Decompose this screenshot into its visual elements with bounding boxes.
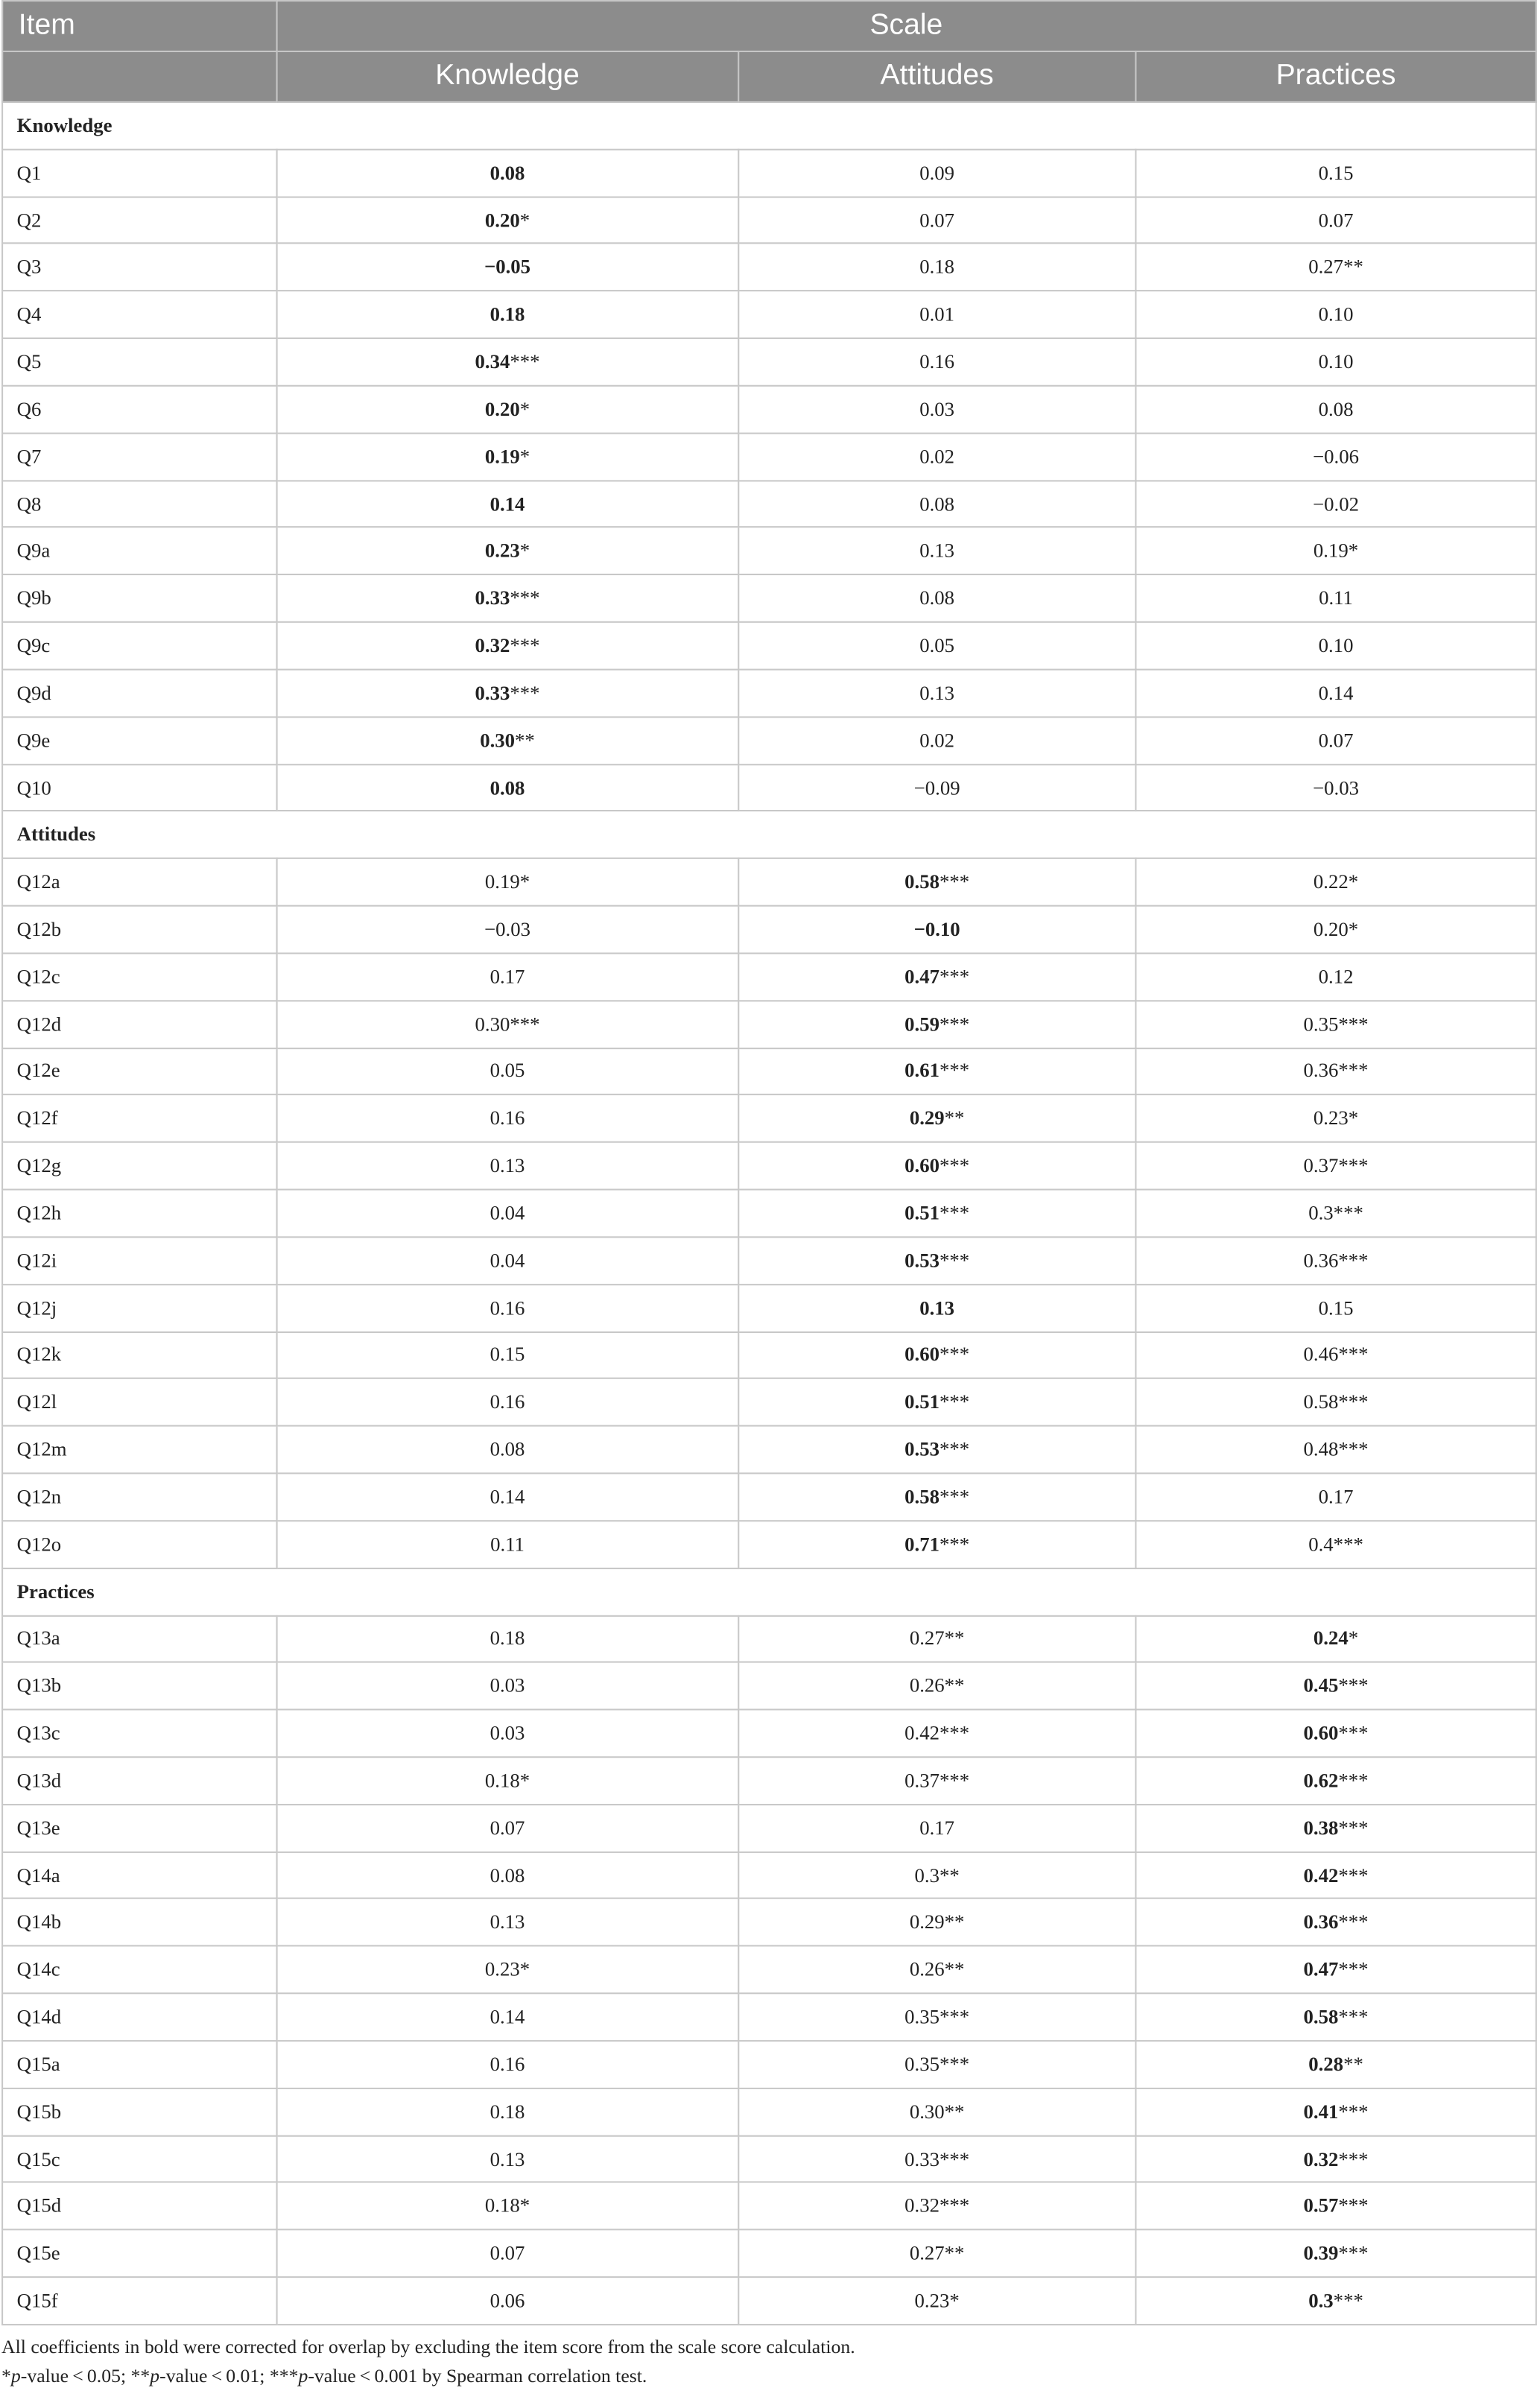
- attitudes-cell: 0.53***: [738, 1426, 1135, 1473]
- practices-cell: 0.42***: [1135, 1852, 1536, 1898]
- knowledge-cell: −0.05: [276, 244, 738, 291]
- attitudes-cell: 0.09: [738, 149, 1135, 196]
- knowledge-cell: 0.11: [276, 1521, 738, 1568]
- knowledge-cell: 0.19*: [276, 858, 738, 905]
- knowledge-cell: 0.33***: [276, 575, 738, 622]
- practices-cell: 0.19*: [1135, 528, 1536, 574]
- attitudes-cell: 0.01: [738, 291, 1135, 338]
- table-row: [2, 764, 1536, 811]
- attitudes-cell: 0.51***: [738, 1190, 1135, 1237]
- attitudes-cell: 0.08: [738, 481, 1135, 528]
- attitudes-cell: 0.03: [738, 386, 1135, 433]
- item-label: Q12h: [2, 1190, 276, 1237]
- table-row: [2, 1331, 1536, 1378]
- attitudes-cell: 0.29**: [738, 1095, 1135, 1142]
- table-row: [2, 2230, 1536, 2277]
- table-row: [2, 291, 1536, 338]
- header-item: Item: [2, 1, 276, 51]
- item-label: Q12n: [2, 1473, 276, 1520]
- attitudes-cell: 0.27**: [738, 2230, 1135, 2277]
- table-row: [2, 1757, 1536, 1804]
- attitudes-cell: 0.35***: [738, 1994, 1135, 2041]
- knowledge-cell: 0.08: [276, 1852, 738, 1898]
- knowledge-cell: 0.33***: [276, 669, 738, 716]
- practices-cell: 0.36***: [1135, 1237, 1536, 1284]
- knowledge-cell: 0.17: [276, 953, 738, 1000]
- practices-cell: 0.07: [1135, 717, 1536, 764]
- table-row: [2, 1001, 1536, 1048]
- table-row: [2, 1048, 1536, 1095]
- knowledge-cell: 0.16: [276, 2041, 738, 2088]
- item-label: Q12m: [2, 1426, 276, 1473]
- knowledge-cell: 0.23*: [276, 528, 738, 574]
- practices-cell: −0.06: [1135, 433, 1536, 480]
- attitudes-cell: 0.17: [738, 1805, 1135, 1852]
- attitudes-cell: 0.53***: [738, 1237, 1135, 1284]
- attitudes-cell: 0.59***: [738, 1001, 1135, 1048]
- knowledge-cell: 0.20*: [276, 386, 738, 433]
- attitudes-cell: 0.35***: [738, 2041, 1135, 2088]
- practices-cell: −0.02: [1135, 481, 1536, 528]
- table-row: [2, 1852, 1536, 1898]
- practices-cell: 0.32***: [1135, 2135, 1536, 2182]
- section-row: [2, 102, 1536, 149]
- table-row: [2, 953, 1536, 1000]
- attitudes-cell: 0.30**: [738, 2088, 1135, 2135]
- knowledge-cell: 0.08: [276, 1426, 738, 1473]
- table-row: [2, 906, 1536, 953]
- item-label: Q13c: [2, 1710, 276, 1757]
- practices-cell: 0.3***: [1135, 1190, 1536, 1237]
- table-row: [2, 1095, 1536, 1142]
- item-label: Q14d: [2, 1994, 276, 2041]
- section-row: [2, 1568, 1536, 1615]
- header-row-2: [2, 51, 1536, 102]
- footnote-significance: *p-value < 0.05; **p-value < 0.01; ***p-value < 0.001 by Spearman correlation test.: [1, 2365, 647, 2387]
- attitudes-cell: 0.32***: [738, 2182, 1135, 2229]
- attitudes-cell: 0.23*: [738, 2277, 1135, 2324]
- table-row: [2, 1190, 1536, 1237]
- attitudes-cell: 0.37***: [738, 1757, 1135, 1804]
- item-label: Q9b: [2, 575, 276, 622]
- table-row: [2, 149, 1536, 196]
- table-row: [2, 197, 1536, 244]
- item-label: Q12f: [2, 1095, 276, 1142]
- knowledge-cell: 0.23*: [276, 1946, 738, 1993]
- table-row: [2, 2277, 1536, 2324]
- attitudes-cell: 0.47***: [738, 953, 1135, 1000]
- knowledge-cell: 0.32***: [276, 622, 738, 669]
- attitudes-cell: 0.42***: [738, 1710, 1135, 1757]
- knowledge-cell: 0.07: [276, 1805, 738, 1852]
- attitudes-cell: 0.29**: [738, 1899, 1135, 1946]
- item-label: Q13b: [2, 1662, 276, 1709]
- item-label: Q15f: [2, 2277, 276, 2324]
- item-label: Q14b: [2, 1899, 276, 1946]
- practices-cell: −0.03: [1135, 764, 1536, 811]
- item-label: Q10: [2, 764, 276, 811]
- table-row: [2, 481, 1536, 528]
- item-label: Q12d: [2, 1001, 276, 1048]
- knowledge-cell: 0.04: [276, 1237, 738, 1284]
- table-row: [2, 717, 1536, 764]
- table-row: [2, 528, 1536, 574]
- knowledge-cell: 0.03: [276, 1710, 738, 1757]
- attitudes-cell: 0.60***: [738, 1331, 1135, 1378]
- item-label: Q4: [2, 291, 276, 338]
- knowledge-cell: 0.13: [276, 2135, 738, 2182]
- attitudes-cell: 0.26**: [738, 1662, 1135, 1709]
- practices-cell: 0.38***: [1135, 1805, 1536, 1852]
- attitudes-cell: 0.61***: [738, 1048, 1135, 1095]
- table-row: [2, 1946, 1536, 1993]
- practices-cell: 0.20*: [1135, 906, 1536, 953]
- table-row: [2, 1615, 1536, 1662]
- practices-cell: 0.48***: [1135, 1426, 1536, 1473]
- practices-cell: 0.10: [1135, 622, 1536, 669]
- knowledge-cell: 0.18: [276, 1615, 738, 1662]
- knowledge-cell: 0.13: [276, 1142, 738, 1189]
- knowledge-cell: 0.14: [276, 481, 738, 528]
- item-label: Q13d: [2, 1757, 276, 1804]
- attitudes-cell: −0.09: [738, 764, 1135, 811]
- knowledge-cell: 0.04: [276, 1190, 738, 1237]
- section-title: Knowledge: [2, 102, 1536, 149]
- item-label: Q6: [2, 386, 276, 433]
- practices-cell: 0.27**: [1135, 244, 1536, 291]
- table-row: [2, 622, 1536, 669]
- knowledge-cell: 0.18*: [276, 1757, 738, 1804]
- attitudes-cell: 0.02: [738, 433, 1135, 480]
- item-label: Q12j: [2, 1285, 276, 1331]
- table-row: [2, 1710, 1536, 1757]
- practices-cell: 0.12: [1135, 953, 1536, 1000]
- table-row: [2, 1426, 1536, 1473]
- table-row: [2, 433, 1536, 480]
- item-label: Q13e: [2, 1805, 276, 1852]
- item-label: Q2: [2, 197, 276, 244]
- practices-cell: 0.36***: [1135, 1048, 1536, 1095]
- section-title: Attitudes: [2, 811, 1536, 858]
- practices-cell: 0.10: [1135, 291, 1536, 338]
- practices-cell: 0.15: [1135, 1285, 1536, 1331]
- practices-cell: 0.39***: [1135, 2230, 1536, 2277]
- item-label: Q12l: [2, 1378, 276, 1425]
- item-label: Q9a: [2, 528, 276, 574]
- practices-cell: 0.58***: [1135, 1378, 1536, 1425]
- practices-cell: 0.41***: [1135, 2088, 1536, 2135]
- attitudes-cell: 0.07: [738, 197, 1135, 244]
- header-scale: Scale: [276, 1, 1536, 51]
- table-row: [2, 858, 1536, 905]
- table-row: [2, 2135, 1536, 2182]
- item-label: Q15c: [2, 2135, 276, 2182]
- attitudes-cell: 0.02: [738, 717, 1135, 764]
- item-label: Q9d: [2, 669, 276, 716]
- attitudes-cell: 0.58***: [738, 1473, 1135, 1520]
- table-row: [2, 1521, 1536, 1568]
- knowledge-cell: 0.16: [276, 1285, 738, 1331]
- practices-cell: 0.46***: [1135, 1331, 1536, 1378]
- table-row: [2, 2088, 1536, 2135]
- attitudes-cell: 0.58***: [738, 858, 1135, 905]
- table-row: [2, 1473, 1536, 1520]
- practices-cell: 0.37***: [1135, 1142, 1536, 1189]
- attitudes-cell: 0.33***: [738, 2135, 1135, 2182]
- item-label: Q7: [2, 433, 276, 480]
- attitudes-cell: 0.08: [738, 575, 1135, 622]
- table-row: [2, 1378, 1536, 1425]
- knowledge-cell: 0.05: [276, 1048, 738, 1095]
- attitudes-cell: 0.16: [738, 338, 1135, 385]
- item-label: Q13a: [2, 1615, 276, 1662]
- attitudes-cell: 0.13: [738, 669, 1135, 716]
- item-label: Q9c: [2, 622, 276, 669]
- practices-cell: 0.58***: [1135, 1994, 1536, 2041]
- table-row: [2, 338, 1536, 385]
- knowledge-cell: 0.18: [276, 2088, 738, 2135]
- attitudes-cell: 0.13: [738, 528, 1135, 574]
- item-label: Q15b: [2, 2088, 276, 2135]
- attitudes-cell: 0.3**: [738, 1852, 1135, 1898]
- table-row: [2, 1805, 1536, 1852]
- knowledge-cell: 0.20*: [276, 197, 738, 244]
- table-row: [2, 244, 1536, 291]
- table-row: [2, 1285, 1536, 1331]
- practices-cell: 0.4***: [1135, 1521, 1536, 1568]
- practices-cell: 0.57***: [1135, 2182, 1536, 2229]
- knowledge-cell: 0.14: [276, 1994, 738, 2041]
- attitudes-cell: 0.71***: [738, 1521, 1135, 1568]
- practices-cell: 0.07: [1135, 197, 1536, 244]
- practices-cell: 0.45***: [1135, 1662, 1536, 1709]
- header-practices: Practices: [1135, 51, 1536, 102]
- table-row: [2, 2182, 1536, 2229]
- knowledge-cell: 0.06: [276, 2277, 738, 2324]
- table-row: [2, 669, 1536, 716]
- item-label: Q12e: [2, 1048, 276, 1095]
- item-label: Q8: [2, 481, 276, 528]
- item-label: Q12g: [2, 1142, 276, 1189]
- knowledge-cell: 0.30**: [276, 717, 738, 764]
- knowledge-cell: 0.16: [276, 1095, 738, 1142]
- practices-cell: 0.14: [1135, 669, 1536, 716]
- practices-cell: 0.15: [1135, 149, 1536, 196]
- item-label: Q14a: [2, 1852, 276, 1898]
- item-label: Q14c: [2, 1946, 276, 1993]
- attitudes-cell: 0.05: [738, 622, 1135, 669]
- knowledge-cell: 0.07: [276, 2230, 738, 2277]
- knowledge-cell: 0.13: [276, 1899, 738, 1946]
- attitudes-cell: 0.13: [738, 1285, 1135, 1331]
- header-attitudes: Attitudes: [738, 51, 1135, 102]
- table-row: [2, 386, 1536, 433]
- knowledge-cell: 0.18*: [276, 2182, 738, 2229]
- header-knowledge: Knowledge: [276, 51, 738, 102]
- knowledge-cell: 0.15: [276, 1331, 738, 1378]
- item-label: Q5: [2, 338, 276, 385]
- header-empty: [2, 51, 276, 102]
- practices-cell: 0.24*: [1135, 1615, 1536, 1662]
- section-row: [2, 811, 1536, 858]
- item-label: Q12c: [2, 953, 276, 1000]
- footnote-bold-note: All coefficients in bold were corrected for overlap by excluding the item score from the scale score calculation.: [1, 2336, 855, 2358]
- practices-cell: 0.62***: [1135, 1757, 1536, 1804]
- practices-cell: 0.11: [1135, 575, 1536, 622]
- attitudes-cell: 0.27**: [738, 1615, 1135, 1662]
- header-row-1: [2, 1, 1536, 51]
- attitudes-cell: 0.18: [738, 244, 1135, 291]
- table-row: [2, 1899, 1536, 1946]
- item-label: Q12k: [2, 1331, 276, 1378]
- knowledge-cell: 0.34***: [276, 338, 738, 385]
- attitudes-cell: 0.60***: [738, 1142, 1135, 1189]
- correlation-table: [1, 0, 1537, 2325]
- table-row: [2, 1994, 1536, 2041]
- practices-cell: 0.36***: [1135, 1899, 1536, 1946]
- item-label: Q9e: [2, 717, 276, 764]
- practices-cell: 0.3***: [1135, 2277, 1536, 2324]
- item-label: Q12i: [2, 1237, 276, 1284]
- knowledge-cell: −0.03: [276, 906, 738, 953]
- knowledge-cell: 0.16: [276, 1378, 738, 1425]
- knowledge-cell: 0.14: [276, 1473, 738, 1520]
- item-label: Q12o: [2, 1521, 276, 1568]
- table-body: [2, 102, 1536, 2325]
- item-label: Q3: [2, 244, 276, 291]
- item-label: Q1: [2, 149, 276, 196]
- section-title: Practices: [2, 1568, 1536, 1615]
- table-row: [2, 1237, 1536, 1284]
- knowledge-cell: 0.18: [276, 291, 738, 338]
- item-label: Q12b: [2, 906, 276, 953]
- practices-cell: 0.23*: [1135, 1095, 1536, 1142]
- attitudes-cell: 0.26**: [738, 1946, 1135, 1993]
- item-label: Q15d: [2, 2182, 276, 2229]
- attitudes-cell: −0.10: [738, 906, 1135, 953]
- attitudes-cell: 0.51***: [738, 1378, 1135, 1425]
- knowledge-cell: 0.08: [276, 764, 738, 811]
- knowledge-cell: 0.19*: [276, 433, 738, 480]
- knowledge-cell: 0.30***: [276, 1001, 738, 1048]
- practices-cell: 0.10: [1135, 338, 1536, 385]
- knowledge-cell: 0.03: [276, 1662, 738, 1709]
- practices-cell: 0.60***: [1135, 1710, 1536, 1757]
- practices-cell: 0.28**: [1135, 2041, 1536, 2088]
- table-row: [2, 1662, 1536, 1709]
- practices-cell: 0.22*: [1135, 858, 1536, 905]
- knowledge-cell: 0.08: [276, 149, 738, 196]
- practices-cell: 0.08: [1135, 386, 1536, 433]
- item-label: Q12a: [2, 858, 276, 905]
- practices-cell: 0.47***: [1135, 1946, 1536, 1993]
- table-row: [2, 1142, 1536, 1189]
- practices-cell: 0.35***: [1135, 1001, 1536, 1048]
- item-label: Q15e: [2, 2230, 276, 2277]
- practices-cell: 0.17: [1135, 1473, 1536, 1520]
- table-row: [2, 575, 1536, 622]
- table-row: [2, 2041, 1536, 2088]
- item-label: Q15a: [2, 2041, 276, 2088]
